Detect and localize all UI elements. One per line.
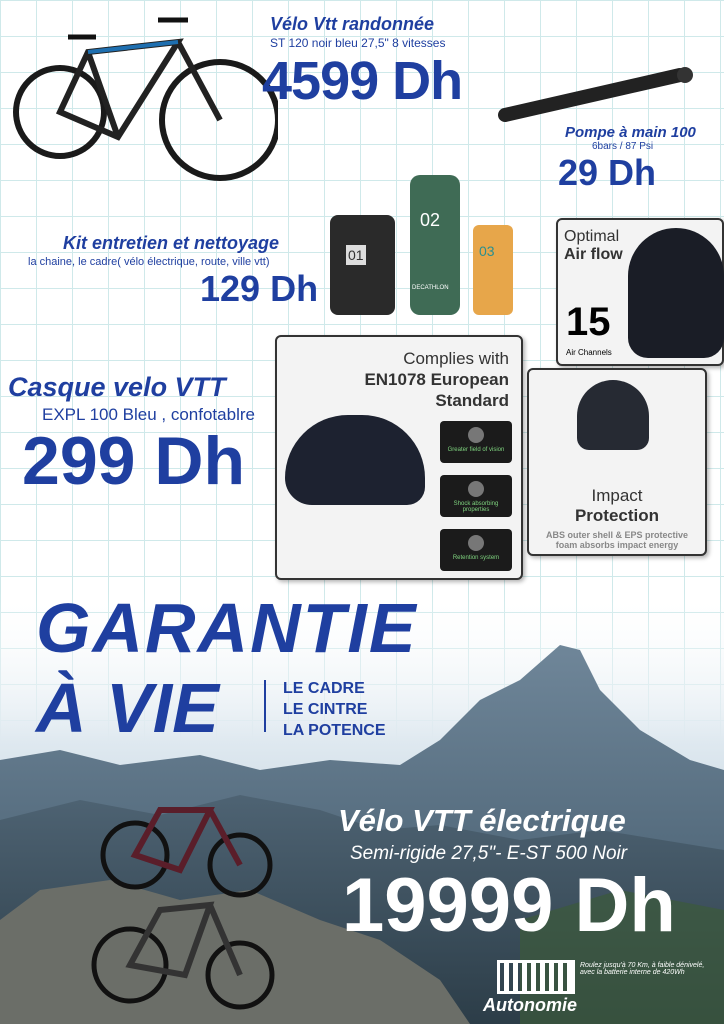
head-icon	[468, 427, 484, 443]
electric-bikes-image	[90, 790, 280, 1020]
kit-subtitle: la chaine, le cadre( vélo électrique, route, ville vtt)	[28, 256, 270, 268]
pump-subtitle: 6bars / 87 Psi	[592, 141, 654, 152]
head-icon	[468, 535, 484, 551]
head-icon	[468, 481, 484, 497]
guarantee-item: LE CADRE	[283, 680, 365, 697]
feature-retention	[440, 529, 512, 571]
guarantee-item: LA POTENCE	[283, 722, 386, 739]
standard-line-3: Standard	[435, 391, 509, 410]
helmet-side-image	[577, 380, 649, 450]
ebike-price: 19999 Dh	[342, 863, 676, 948]
guarantee-item: LE CINTRE	[283, 701, 368, 718]
guarantee-line-2: À VIE	[36, 669, 219, 747]
pump-title: Pompe à main 100	[565, 124, 696, 141]
kit-bottle-3	[473, 225, 513, 315]
standard-line-2: EN1078 European	[364, 370, 509, 389]
ebike-title: Vélo VTT électrique	[338, 803, 626, 838]
airflow-count: 15	[566, 300, 611, 344]
feature-vision	[440, 421, 512, 463]
impact-card	[527, 368, 707, 556]
feature-shock	[440, 475, 512, 517]
kit-label: 01	[348, 247, 364, 263]
kit-label: 03	[479, 243, 495, 259]
impact-line-1: Impact	[591, 486, 643, 505]
kit-price: 129 Dh	[200, 268, 319, 309]
airflow-title-2: Air flow	[564, 246, 623, 263]
battery-icon	[497, 960, 575, 994]
impact-line-2: Protection	[574, 506, 660, 525]
bike-subtitle: ST 120 noir bleu 27,5" 8 vitesses	[270, 36, 446, 50]
airflow-count-label: Air Channels	[566, 348, 612, 357]
guarantee-divider	[264, 680, 266, 732]
mountain-bike-image	[8, 12, 278, 202]
kit-bottle-2	[410, 175, 460, 315]
autonomy-label: Autonomie	[483, 995, 577, 1015]
hand-pump-image	[495, 55, 705, 135]
standard-card	[275, 335, 523, 580]
bike-title: Vélo Vtt randonnée	[270, 14, 435, 34]
kit-brand: DECATHLON	[412, 285, 449, 291]
helmet-price: 299 Dh	[22, 423, 245, 499]
kit-bottle-1	[330, 215, 395, 315]
standard-line-1: Complies with	[403, 349, 509, 368]
ebike-subtitle: Semi-rigide 27,5"- E-ST 500 Noir	[350, 843, 628, 864]
feature-label: Greater field of vision	[447, 447, 505, 453]
helmet-image	[285, 415, 425, 505]
feature-label: Retention system	[452, 555, 500, 561]
helmet-subtitle: EXPL 100 Bleu , confotablre	[42, 405, 255, 424]
airflow-title-1: Optimal	[564, 228, 620, 245]
feature-label: Shock absorbing properties	[453, 501, 499, 513]
helmet-title: Casque velo VTT	[8, 372, 226, 402]
bike-price: 4599 Dh	[262, 51, 463, 111]
kit-label: 02	[420, 210, 441, 230]
airflow-card	[556, 218, 724, 366]
helmet-top-image	[628, 228, 724, 358]
autonomy-description: Roulez jusqu'à 70 Km, à faible dénivelé, avec la batterie interne de 420Wh	[580, 962, 705, 976]
guarantee-line-1: GARANTIE	[36, 589, 418, 667]
pump-price: 29 Dh	[558, 152, 657, 193]
impact-description: ABS outer shell & EPS protective foam absorbs impact energy	[545, 530, 689, 550]
kit-title: Kit entretien et nettoyage	[63, 233, 280, 253]
